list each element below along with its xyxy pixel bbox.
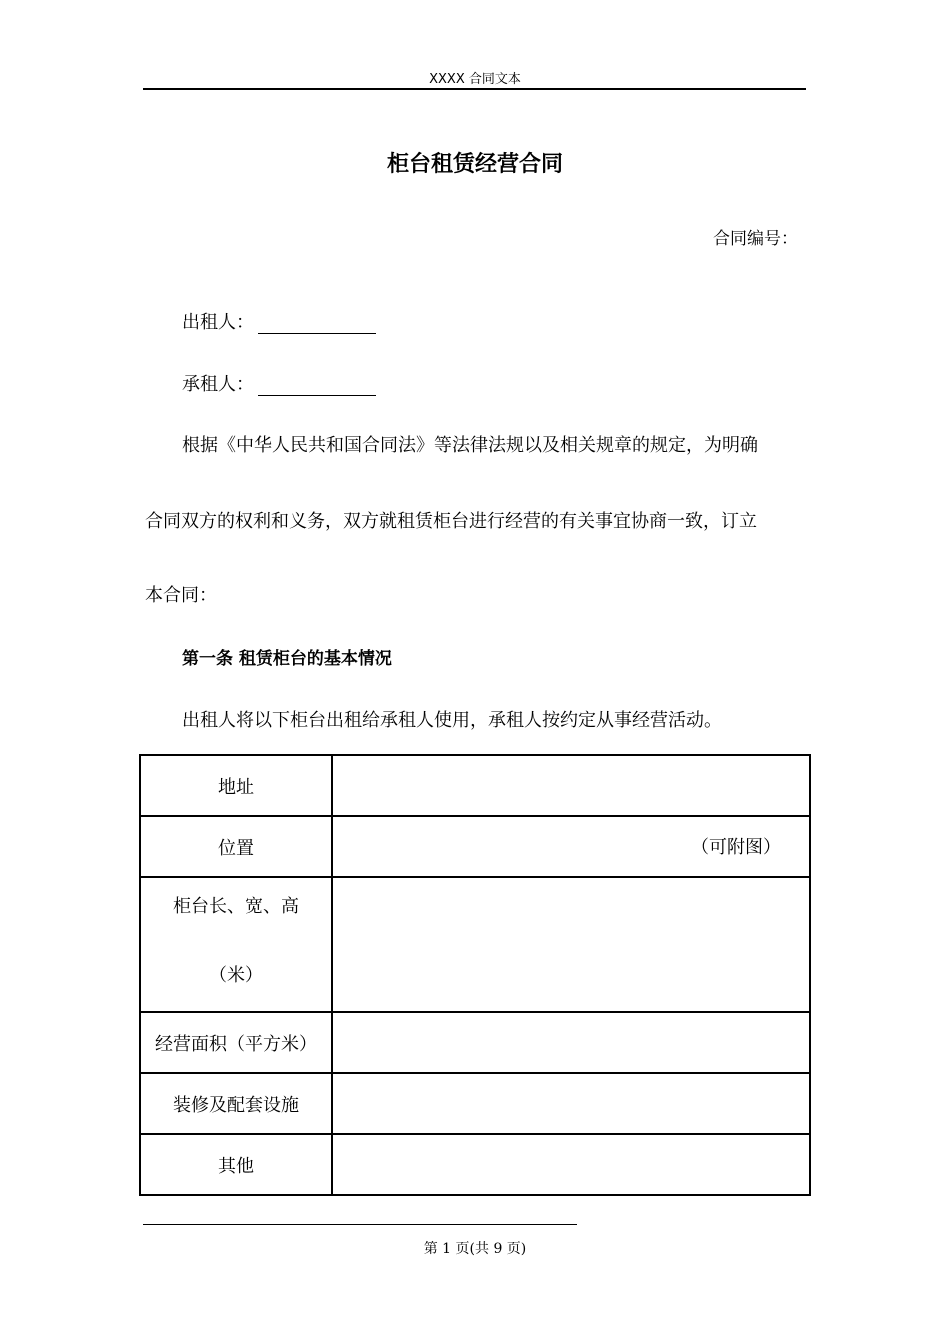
row-label-other: 其他 <box>140 1134 332 1195</box>
row-value-other <box>332 1134 810 1195</box>
article-1-intro: 出租人将以下柜台出租给承租人使用，承租人按约定从事经营活动。 <box>182 710 722 731</box>
table-row <box>140 755 810 816</box>
row-label-facilities: 装修及配套设施 <box>140 1073 332 1134</box>
page-header: XXXX 合同文本 <box>429 72 521 87</box>
footer-divider <box>143 1224 577 1225</box>
table-row <box>140 1134 810 1195</box>
lessor-blank <box>258 313 376 334</box>
row-value-position <box>332 816 810 877</box>
header-divider <box>143 88 806 90</box>
row-value-facilities <box>332 1073 810 1134</box>
article-1-heading: 第一条 租赁柜台的基本情况 <box>182 649 392 669</box>
preamble-line-2: 合同双方的权利和义务，双方就租赁柜台进行经营的有关事宜协商一致，订立 <box>145 511 757 532</box>
lessor-line <box>182 308 376 334</box>
page-number: 第 1 页(共 9 页) <box>423 1241 527 1257</box>
preamble-line-3: 本合同： <box>145 585 217 606</box>
table-row <box>140 1073 810 1134</box>
lessee-blank <box>258 375 376 396</box>
contract-number-label: 合同编号： <box>713 229 798 249</box>
dimensions-label-line-1: 柜台长、宽、高 <box>173 896 299 917</box>
lessor-label: 出租人： <box>182 312 254 333</box>
row-label-dimensions <box>140 877 332 1012</box>
table-row <box>140 816 810 877</box>
preamble-line-1: 根据《中华人民共和国合同法》等法律法规以及相关规章的规定，为明确 <box>182 435 758 456</box>
dimensions-label-line-2: （米） <box>209 965 263 986</box>
row-value-address <box>332 755 810 816</box>
row-label-area: 经营面积（平方米） <box>140 1012 332 1073</box>
table-row <box>140 877 810 1012</box>
attach-map-note: （可附图） <box>691 837 781 858</box>
lessee-label: 承租人： <box>182 374 254 395</box>
lessee-line <box>182 370 376 396</box>
row-label-address: 地址 <box>140 755 332 816</box>
row-value-area <box>332 1012 810 1073</box>
counter-info-table <box>139 754 811 1196</box>
row-label-position: 位置 <box>140 816 332 877</box>
row-value-dimensions <box>332 877 810 1012</box>
document-title: 柜台租赁经营合同 <box>386 152 563 177</box>
table-row <box>140 1012 810 1073</box>
